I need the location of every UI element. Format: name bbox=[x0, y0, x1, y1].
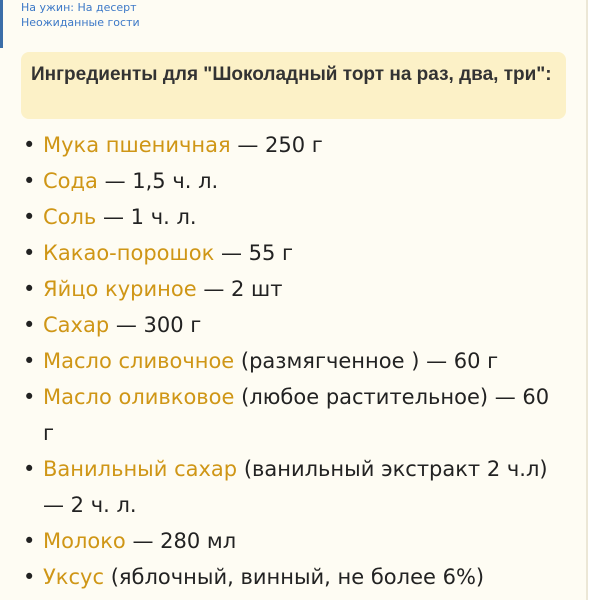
list-item bbox=[23, 559, 558, 595]
recipe-tags bbox=[21, 0, 140, 30]
ingredient-link[interactable]: Соль bbox=[43, 205, 97, 229]
ingredient-amount: (яблочный, винный, не более 6%) bbox=[104, 565, 485, 589]
list-item bbox=[23, 523, 558, 559]
bullet-icon: • bbox=[23, 349, 36, 373]
tag-link-unexpected-guests[interactable]: Неожиданные гости bbox=[21, 16, 140, 29]
ingredients-title: Ингредиенты для "Шоколадный торт на раз, два, три": bbox=[31, 64, 552, 85]
bullet-icon: • bbox=[23, 205, 36, 229]
ingredient-amount: — 2 шт bbox=[196, 277, 283, 301]
list-item bbox=[23, 235, 558, 271]
list-item bbox=[23, 199, 558, 235]
bullet-icon: • bbox=[23, 385, 36, 409]
bullet-icon: • bbox=[23, 169, 36, 193]
ingredient-link[interactable]: Мука пшеничная bbox=[43, 133, 231, 157]
page-right-border bbox=[586, 0, 602, 600]
bullet-icon: • bbox=[23, 457, 36, 481]
ingredient-link[interactable]: Сахар bbox=[43, 313, 110, 337]
ingredient-link[interactable]: Масло оливковое bbox=[43, 385, 235, 409]
list-item bbox=[23, 379, 558, 451]
ingredient-amount: — 300 г bbox=[109, 313, 202, 337]
ingredient-amount: (ванильный экстракт 2 ч.л) — 2 ч. л. bbox=[43, 457, 548, 517]
list-item bbox=[23, 271, 558, 307]
ingredient-link[interactable]: Сода bbox=[43, 169, 98, 193]
ingredient-link[interactable]: Молоко bbox=[43, 529, 126, 553]
bullet-icon: • bbox=[23, 313, 36, 337]
ingredient-link[interactable]: Ванильный сахар bbox=[43, 457, 238, 481]
ingredient-amount: — 1 ч. л. bbox=[96, 205, 197, 229]
ingredient-amount: — 280 мл bbox=[125, 529, 237, 553]
left-edge-decoration bbox=[0, 0, 3, 48]
bullet-icon: • bbox=[23, 133, 36, 157]
bullet-icon: • bbox=[23, 277, 36, 301]
ingredient-link[interactable]: Масло сливочное bbox=[43, 349, 235, 373]
ingredient-amount: — 1,5 ч. л. bbox=[97, 169, 219, 193]
list-item bbox=[23, 307, 558, 343]
bullet-icon: • bbox=[23, 241, 36, 265]
ingredient-link[interactable]: Какао-порошок bbox=[43, 241, 215, 265]
list-item bbox=[23, 127, 558, 163]
list-item bbox=[23, 451, 558, 523]
ingredient-amount: (размягченное ) — 60 г bbox=[234, 349, 499, 373]
list-item bbox=[23, 163, 558, 199]
bullet-icon: • bbox=[23, 529, 36, 553]
ingredient-link[interactable]: Уксус bbox=[43, 565, 105, 589]
tag-link-dinner-dessert[interactable]: На ужин: На десерт bbox=[21, 1, 137, 14]
ingredient-amount: (любое растительное) — 60 г bbox=[43, 385, 550, 445]
ingredient-amount: — 250 г bbox=[230, 133, 323, 157]
bullet-icon: • bbox=[23, 565, 36, 589]
ingredient-amount: — 55 г bbox=[214, 241, 294, 265]
list-item bbox=[23, 343, 558, 379]
ingredient-link[interactable]: Яйцо куриное bbox=[43, 277, 197, 301]
ingredients-header bbox=[21, 52, 566, 119]
ingredient-list bbox=[23, 127, 558, 595]
